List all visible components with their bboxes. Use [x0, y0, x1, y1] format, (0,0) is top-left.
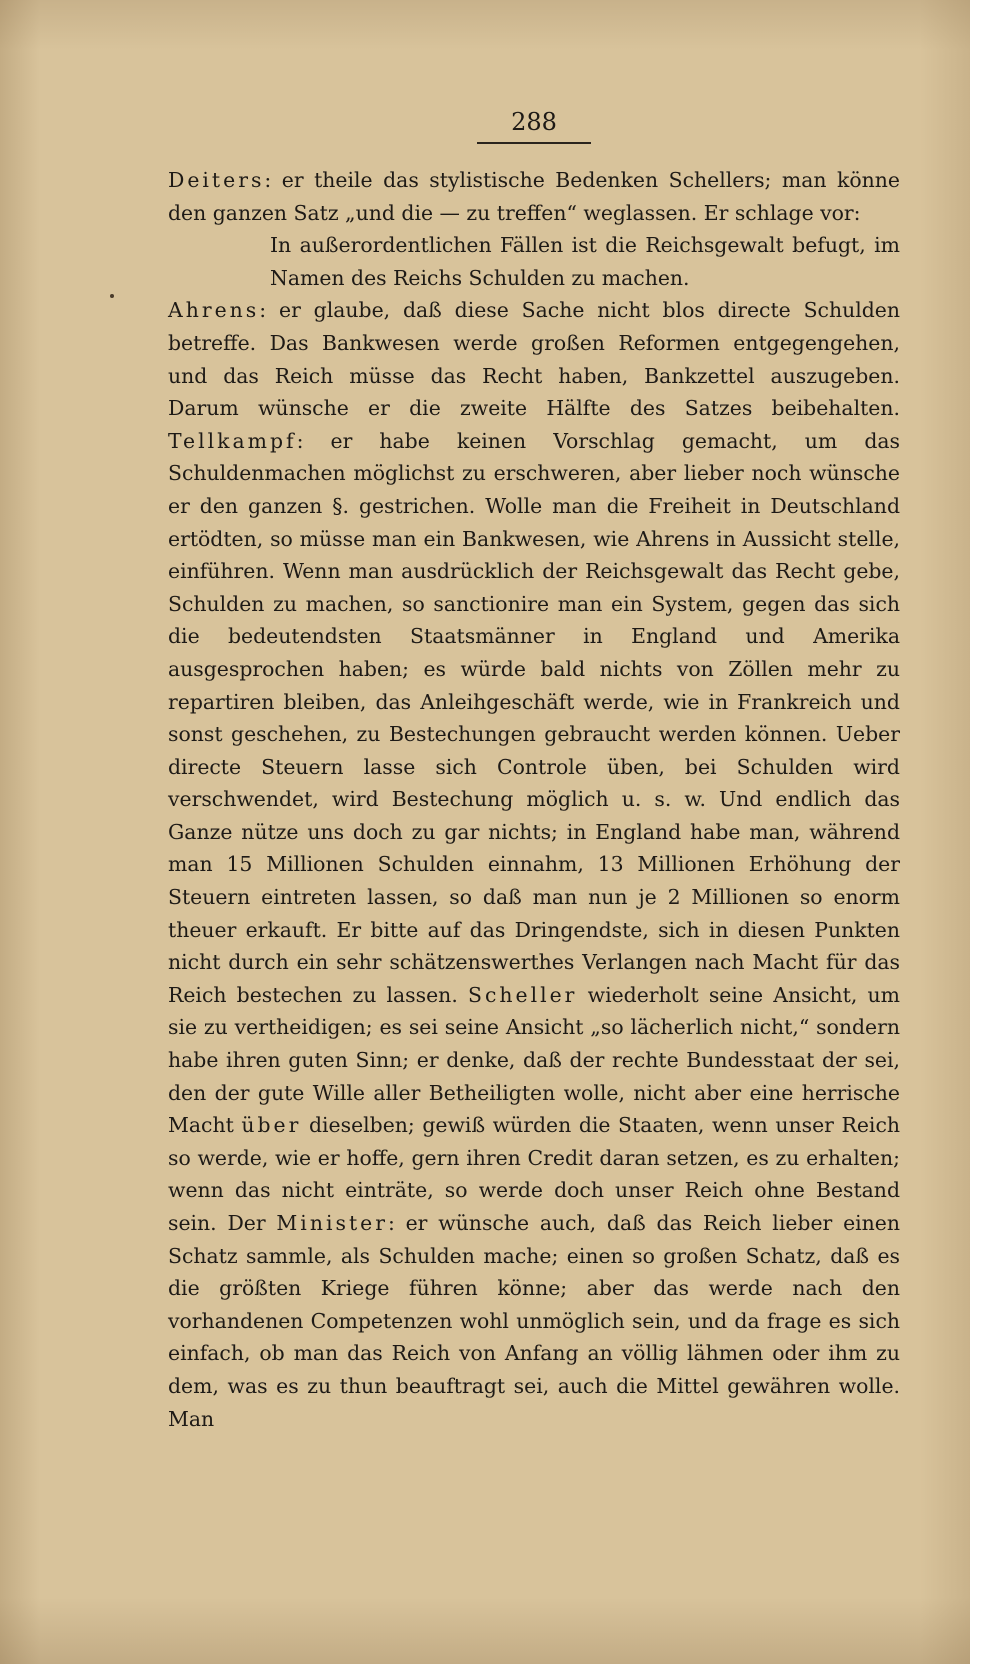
body-text [168, 164, 900, 1435]
speaker-name: Ahrens [168, 298, 260, 323]
speaker-name: Tellkampf [168, 428, 297, 453]
page-number: 288 [477, 108, 591, 144]
ink-speck [110, 294, 114, 298]
speaker-name: Deiters [168, 168, 265, 192]
body-paragraph [168, 294, 900, 1435]
scan-white-margin [970, 0, 1000, 1664]
speaker-name: Scheller [467, 982, 578, 1007]
text-run: wiederholt seine Ansicht, um sie zu vertheidigen; es sei seine Ansicht „so lächerlich nicht,“ sondern habe ihren guten Sinn; er denke, daß der rechte Bundesstaat der sei, den der gute Wille aller Betheiligten wolle, nicht aber eine herrische Macht [168, 982, 900, 1138]
text-run: : er glaube, daß diese Sache nicht blos directe Schulden betreffe. Das Bankwesen werde großen Reformen entgegengehen, und das Reich müsse das Recht haben, Bankzettel auszugeben. Darum wünsche er die zweite Hälfte des Satzes beibehalten. [168, 298, 900, 421]
speaker-name: Minister [276, 1211, 388, 1235]
body-paragraph [168, 164, 900, 229]
text-run: dieselben; gewiß würden die Staaten, wenn unser Reich so werde, wie er hoffe, gern ihren Credit daran setzen, es zu erhalten; wenn das nicht einträte, so werde doch unser Reich ohne Bestand sein. Der [168, 1113, 900, 1235]
indented-proposal-paragraph [168, 229, 900, 294]
text-run: : er theile das stylistische Bedenken Schellers; man könne den ganzen Satz „und die — zu treffen“ weglassen. Er schlage vor: [168, 168, 900, 225]
speaker-name: über [241, 1113, 302, 1138]
text-run: In außerordentlichen Fällen ist die Reichsgewalt befugt, im Namen des Reichs Schulden zu machen. [270, 233, 900, 290]
text-run: : er wünsche auch, daß das Reich lieber einen Schatz sammle, als Schulden mache; einen so großen Schatz, daß es die größten Kriege führen könne; aber das werde nach den vorhandenen Competenzen wohl unmöglich sein, und da frage es sich einfach, ob man das Reich von Anfang an völlig lähmen oder ihm zu dem, was es zu thun beauftragt sei, auch die Mittel gewähren wolle. Man [168, 1211, 900, 1431]
page-header [168, 108, 900, 144]
book-page [168, 108, 900, 1435]
text-run: : er habe keinen Vorschlag gemacht, um das Schuldenmachen möglichst zu erschweren, aber lieber noch wünsche er den ganzen §. gestrichen. Wolle man die Freiheit in Deutschland ertödten, so müsse man ein Bankwesen, wie Ahrens in Aussicht stelle, einführen. Wenn man ausdrücklich der Reichsgewalt das Recht gebe, Schulden zu machen, so sanctionire man ein System, gegen das sich die bedeutendsten Staatsmänner in England und Amerika ausgesprochen haben; es würde bald nichts von Zöllen mehr zu repartiren bleiben, das Anleihgeschäft werde, wie in Frankreich und sonst geschehen, zu Bestechungen gebraucht werden können. Ueber directe Steuern lasse sich Controle üben, bei Schulden wird verschwendet, wird Bestechung möglich u. s. w. Und endlich das Ganze nütze uns doch zu gar nichts; in England habe man, während man 15 Millionen Schulden einnahm, 13 Millionen Erhöhung der Steuern eintreten lassen, so daß man nun je 2 Millionen so enorm theuer erkauft. Er bitte auf das Dringendste, sich in diesen Punkten nicht durch ein sehr schätzenswerthes Verlangen nach Macht für das Reich bestechen zu lassen. [168, 428, 900, 1007]
